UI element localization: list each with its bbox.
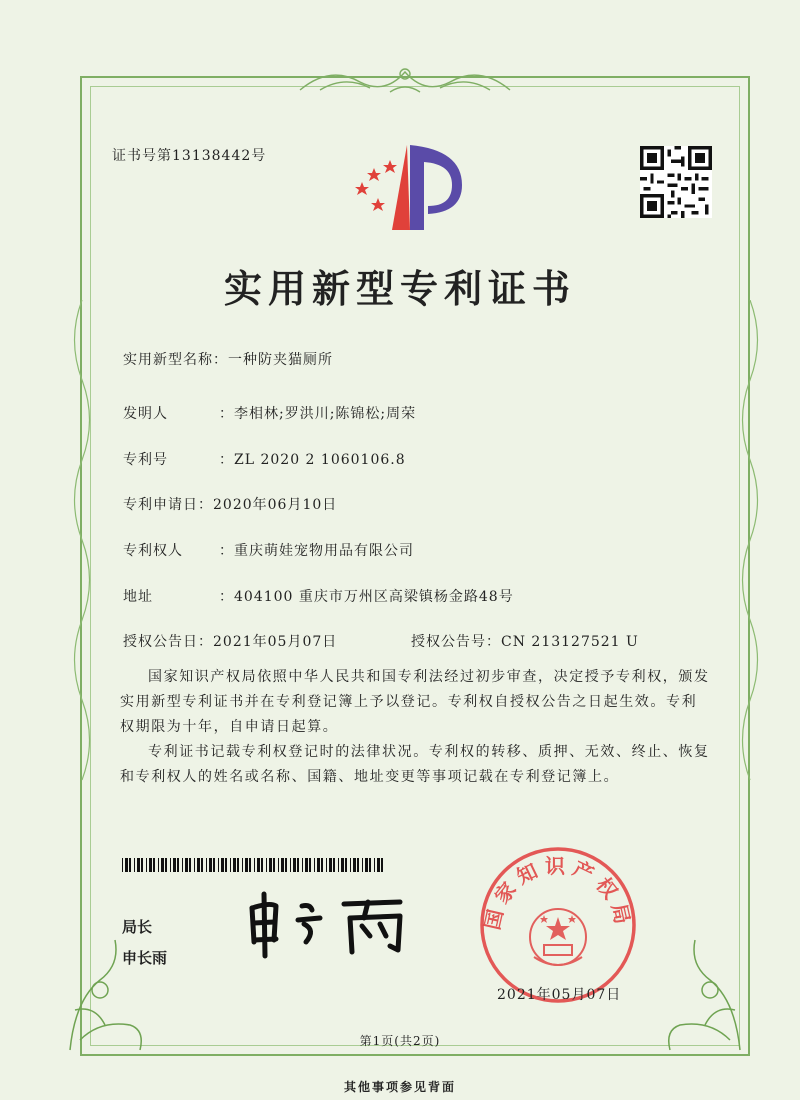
barcode-icon xyxy=(122,858,384,872)
barcode-bar xyxy=(285,858,287,872)
barcode-bar xyxy=(293,858,296,872)
top-ornament xyxy=(290,60,520,100)
field-value: 李相林;罗洪川;陈锦松;周荣 xyxy=(234,406,417,422)
barcode-bar xyxy=(377,858,380,872)
barcode-bar xyxy=(321,858,323,872)
barcode-bar xyxy=(209,858,212,872)
barcode-bar xyxy=(350,858,351,872)
barcode-bar xyxy=(357,858,359,872)
handwritten-signature xyxy=(240,890,420,960)
barcode-bar xyxy=(278,858,279,872)
barcode-bar xyxy=(249,858,251,872)
director-title: 局长 xyxy=(122,918,153,936)
barcode-bar xyxy=(173,858,176,872)
left-ornament xyxy=(62,300,102,800)
barcode-bar xyxy=(141,858,143,872)
barcode-bar xyxy=(374,858,375,872)
barcode-bar xyxy=(353,858,356,872)
barcode-bar xyxy=(266,858,267,872)
barcode-bar xyxy=(269,858,272,872)
footer-note: 其他事项参见背面 xyxy=(343,1080,456,1094)
barcode-bar xyxy=(273,858,275,872)
barcode-bar xyxy=(158,858,159,872)
barcode-bar xyxy=(122,858,123,872)
barcode-bar xyxy=(326,858,327,872)
barcode-bar xyxy=(309,858,311,872)
barcode-bar xyxy=(194,858,195,872)
barcode-bar xyxy=(146,858,147,872)
barcode-bar xyxy=(189,858,191,872)
field-inventors: 发明人 ：李相林;罗洪川;陈锦松;周荣 xyxy=(123,403,416,423)
barcode-bar xyxy=(230,858,231,872)
right-ornament xyxy=(730,300,770,800)
barcode-bar xyxy=(149,858,152,872)
field-label: 实用新型名称： xyxy=(123,352,228,368)
barcode-bar xyxy=(225,858,227,872)
body-paragraph-1: 国家知识产权局依照中华人民共和国专利法经过初步审查，决定授予专利权，颁发实用新型专利证书并在专利登记簿上予以登记。专利权自授权公告之日起生效。专利权期限为十年，自申请日起算。 xyxy=(120,669,710,735)
barcode-bar xyxy=(206,858,207,872)
barcode-bar xyxy=(261,858,263,872)
field-patent-number: 专利号 ：ZL 2020 2 1060106.8 xyxy=(123,449,406,469)
barcode-bar xyxy=(257,858,260,872)
field-value: 404100 重庆市万州区高梁镇杨金路48号 xyxy=(234,589,514,605)
barcode-bar xyxy=(161,858,164,872)
certificate-title: 实用新型专利证书 xyxy=(223,266,576,311)
page-number: 第1页(共2页) xyxy=(359,1034,441,1048)
barcode-bar xyxy=(218,858,219,872)
barcode-bar xyxy=(242,858,243,872)
field-label: 发明人 xyxy=(123,406,168,422)
field-grant-date xyxy=(123,631,337,651)
qr-code-icon xyxy=(640,146,712,218)
barcode-bar xyxy=(305,858,308,872)
barcode-bar xyxy=(297,858,299,872)
barcode-bar xyxy=(314,858,315,872)
field-label: 授权公告号： xyxy=(411,634,501,650)
barcode-bar xyxy=(362,858,363,872)
barcode-bar xyxy=(137,858,140,872)
barcode-bar xyxy=(245,858,248,872)
field-patentee: 专利权人 ：重庆萌娃宠物用品有限公司 xyxy=(123,540,414,560)
barcode-bar xyxy=(290,858,291,872)
field-filing-date xyxy=(123,494,337,514)
svg-text:国家知识产权局: 国家知识产权局 xyxy=(480,854,636,932)
certificate-number: 证书号第13138442号 xyxy=(112,148,267,164)
field-label: 授权公告日： xyxy=(123,634,213,650)
barcode-bar xyxy=(129,858,131,872)
field-label: 专利权人 xyxy=(123,543,183,559)
field-value: 重庆萌娃宠物用品有限公司 xyxy=(234,543,414,559)
field-value: ZL 2020 2 1060106.8 xyxy=(234,452,406,468)
field-address: 地址 ：404100 重庆市万州区高梁镇杨金路48号 xyxy=(123,586,514,606)
barcode-bar xyxy=(201,858,203,872)
field-label: 专利申请日： xyxy=(123,497,213,513)
barcode-bar xyxy=(329,858,332,872)
field-utility-model-name xyxy=(123,349,333,369)
barcode-bar xyxy=(182,858,183,872)
barcode-bar xyxy=(153,858,155,872)
barcode-bar xyxy=(170,858,171,872)
barcode-bar xyxy=(197,858,200,872)
barcode-bar xyxy=(341,858,344,872)
body-paragraph-2: 专利证书记载专利权登记时的法律状况。专利权的转移、质押、无效、终止、恢复和专利权人的姓名或名称、国籍、地址变更等事项记载在专利登记簿上。 xyxy=(120,744,710,785)
barcode-bar xyxy=(213,858,215,872)
field-label: 专利号 xyxy=(123,452,168,468)
barcode-bar xyxy=(185,858,188,872)
barcode-bar xyxy=(317,858,320,872)
barcode-bar xyxy=(333,858,335,872)
barcode-bar xyxy=(254,858,255,872)
official-seal xyxy=(478,845,638,1005)
seal-date: 2021年05月07日 xyxy=(497,987,622,1003)
field-value: 2021年05月07日 xyxy=(213,634,338,650)
barcode-bar xyxy=(237,858,239,872)
field-label: 地址 xyxy=(123,589,153,605)
barcode-bar xyxy=(365,858,368,872)
barcode-bar xyxy=(345,858,347,872)
barcode-bar xyxy=(165,858,167,872)
director-name: 申长雨 xyxy=(122,949,168,967)
field-value: 2020年06月10日 xyxy=(213,497,338,513)
cnipa-logo-icon xyxy=(352,140,462,235)
barcode-bar xyxy=(369,858,371,872)
barcode-bar xyxy=(233,858,236,872)
barcode-bar xyxy=(338,858,339,872)
barcode-bar xyxy=(125,858,128,872)
field-value: 一种防夹猫厕所 xyxy=(228,352,333,368)
barcode-bar xyxy=(177,858,179,872)
field-value: CN 213127521 U xyxy=(501,634,639,650)
field-grant-number xyxy=(411,631,639,651)
barcode-bar xyxy=(134,858,135,872)
barcode-bar xyxy=(302,858,303,872)
barcode-bar xyxy=(221,858,224,872)
barcode-bar xyxy=(381,858,383,872)
barcode-bar xyxy=(281,858,284,872)
